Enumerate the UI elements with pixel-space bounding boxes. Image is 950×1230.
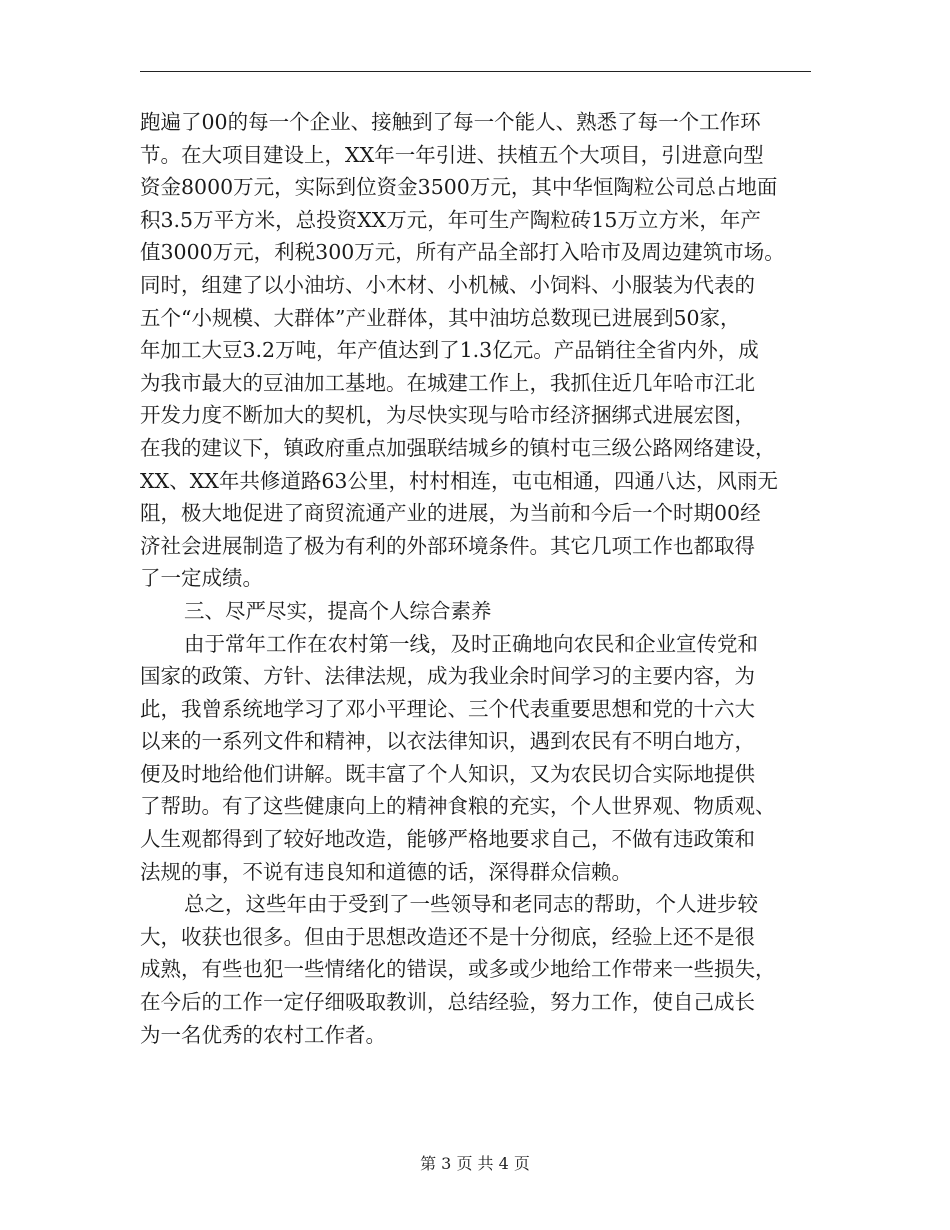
text-line: 同时，组建了以小油坊、小木材、小机械、小饲料、小服装为代表的: [140, 272, 755, 297]
text-line: 资金8000万元，实际到位资金3500万元，其中华恒陶粒公司总占地面: [140, 175, 778, 200]
text-line: 总之，这些年由于受到了一些领导和老同志的帮助，个人进步较: [184, 892, 758, 917]
text-line: 便及时地给他们讲解。既丰富了个人知识，又为农民切合实际地提供: [140, 761, 755, 786]
text-line: 以来的一系列文件和精神，以衣法律知识，遇到农民有不明白地方，: [140, 729, 755, 754]
text-line: 在今后的工作一定仔细吸取教训，总结经验，努力工作，使自己成长: [140, 990, 755, 1015]
text-line: XX、XX年共修道路63公里，村村相连，屯屯相通，四通八达，风雨无: [140, 468, 778, 493]
text-line: 为我市最大的豆油加工基地。在城建工作上，我抓住近几年哈市江北: [140, 370, 755, 395]
text-line: 为一名优秀的农村工作者。: [140, 1022, 386, 1047]
text-line: 在我的建议下，镇政府重点加强联结城乡的镇村屯三级公路网络建设，: [140, 435, 776, 460]
text-line: 了一定成绩。: [140, 566, 263, 591]
text-line: 大，收获也很多。但由于思想改造还不是十分彻底，经验上还不是很: [140, 924, 755, 949]
text-line: 国家的政策、方针、法律法规，成为我业余时间学习的主要内容，为: [140, 664, 755, 689]
header-rule: [140, 71, 811, 72]
page-number-footer: 第 3 页 共 4 页: [420, 1154, 530, 1173]
section-heading-three: [140, 595, 811, 628]
paragraph-study: [140, 628, 811, 889]
text-line: 年加工大豆3.2万吨，年产值达到了1.3亿元。产品销往全省内外，成: [140, 338, 759, 363]
text-line: 阻，极大地促进了商贸流通产业的进展，为当前和今后一个时期00经: [140, 501, 761, 526]
text-line: 积3.5万平方米，总投资XX万元，年可生产陶粒砖15万立方米，年产: [140, 207, 761, 232]
paragraph-projects: [140, 106, 811, 595]
paragraph-summary: [140, 888, 811, 1051]
text-line: 成熟，有些也犯一些情绪化的错误，或多或少地给工作带来一些损失，: [140, 957, 776, 982]
text-line: 此，我曾系统地学习了邓小平理论、三个代表重要思想和党的十六大: [140, 696, 755, 721]
text-line: 节。在大项目建设上，XX年一年引进、扶植五个大项目，引进意向型: [140, 142, 764, 167]
text-line: 跑遍了00的每一个企业、接触到了每一个能人、熟悉了每一个工作环: [140, 110, 761, 134]
text-line: 开发力度不断加大的契机，为尽快实现与哈市经济捆绑式进展宏图，: [140, 403, 755, 428]
text-line: 值3000万元，利税300万元，所有产品全部打入哈市及周边建筑市场。: [140, 240, 785, 265]
document-body: [140, 106, 811, 1051]
section-heading: 三、尽严尽实，提高个人综合素养: [184, 598, 492, 623]
text-line: 五个“小规模、大群体”产业群体，其中油坊总数现已进展到50家，: [140, 305, 741, 330]
text-line: 法规的事，不说有违良知和道德的话，深得群众信赖。: [140, 859, 632, 884]
text-line: 济社会进展制造了极为有利的外部环境条件。其它几项工作也都取得: [140, 533, 755, 558]
text-line: 了帮助。有了这些健康向上的精神食粮的充实，个人世界观、物质观、: [140, 794, 776, 819]
text-line: 人生观都得到了较好地改造，能够严格地要求自己，不做有违政策和: [140, 827, 755, 852]
text-line: 由于常年工作在农村第一线，及时正确地向农民和企业宣传党和: [184, 631, 758, 656]
